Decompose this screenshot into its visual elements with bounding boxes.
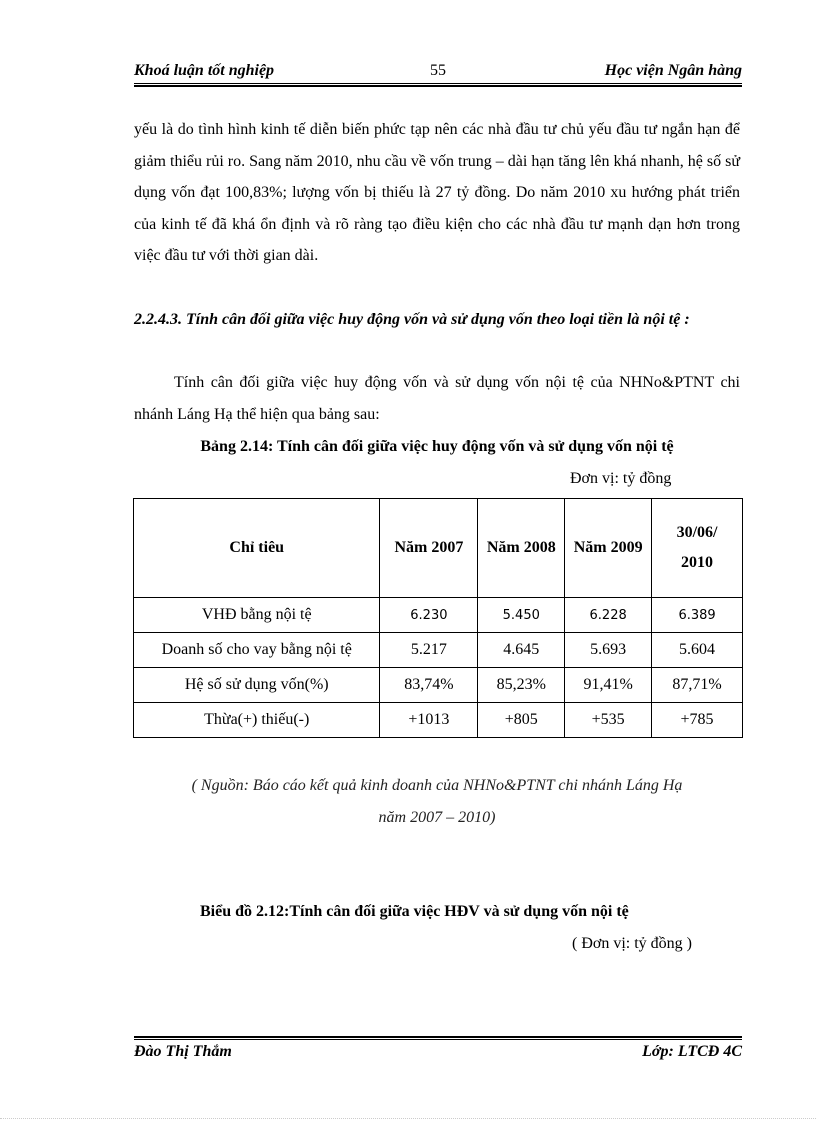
- table-cell: 85,23%: [478, 668, 565, 703]
- page-edge: [0, 1118, 816, 1119]
- table-cell: +535: [565, 703, 652, 738]
- table-cell: 5.450: [478, 598, 565, 633]
- header-institution: Học viện Ngân hàng: [604, 62, 742, 79]
- table-cell: 87,71%: [652, 668, 743, 703]
- chart-unit: ( Đơn vị: tỷ đồng ): [572, 935, 693, 952]
- source-line: năm 2007 – 2010): [378, 809, 496, 826]
- footer-class: Lớp: LTCĐ 4C: [642, 1043, 742, 1060]
- table-cell: 4.645: [478, 633, 565, 668]
- table-row: [134, 633, 743, 668]
- row-label: Hệ số sử dụng vốn(%): [134, 668, 380, 703]
- table-cell: 6.230: [380, 598, 478, 633]
- page-number: 55: [430, 62, 446, 79]
- section-heading: 2.2.4.3. Tính cân đối giữa việc huy động vốn và sử dụng vốn theo loại tiền là nội tệ :: [134, 311, 690, 328]
- source-line: ( Nguồn: Báo cáo kết quả kinh doanh của NHNo&PTNT chi nhánh Láng Hạ: [191, 777, 683, 794]
- row-label: Doanh số cho vay bằng nội tệ: [134, 633, 380, 668]
- table-cell: +785: [652, 703, 743, 738]
- table-row: [134, 668, 743, 703]
- table-cell: 6.228: [565, 598, 652, 633]
- table-cell: 83,74%: [380, 668, 478, 703]
- header-cell: Chỉ tiêu: [134, 499, 380, 598]
- header-cell-line: 2010: [681, 554, 714, 571]
- header-cell: [652, 499, 743, 598]
- data-table: [133, 498, 743, 738]
- header-thesis-title: Khoá luận tốt nghiệp: [134, 62, 275, 79]
- table-header-row: [134, 499, 743, 598]
- row-label: VHĐ bằng nội tệ: [134, 598, 380, 633]
- header-divider: [134, 83, 742, 87]
- table-cell: 6.389: [652, 598, 743, 633]
- row-label: Thừa(+) thiếu(-): [134, 703, 380, 738]
- header-cell: Năm 2009: [565, 499, 652, 598]
- chart-title: Biểu đồ 2.12:Tính cân đối giữa việc HĐV và sử dụng vốn nội tệ: [200, 903, 629, 920]
- header-cell-line: 30/06/: [676, 524, 718, 541]
- page-footer: [134, 1043, 742, 1065]
- table-row: [134, 598, 743, 633]
- table-cell: 5.693: [565, 633, 652, 668]
- body-paragraph-2: Tính cân đối giữa việc huy động vốn và sử dụng vốn nội tệ của NHNo&PTNT chi nhánh Láng Hạ thể hiện qua bảng sau:: [134, 374, 740, 423]
- table-cell: 5.217: [380, 633, 478, 668]
- table-cell: 91,41%: [565, 668, 652, 703]
- table-row: [134, 703, 743, 738]
- table-source: [134, 770, 740, 834]
- footer-divider: [134, 1036, 742, 1040]
- header-cell: Năm 2007: [380, 499, 478, 598]
- body-paragraph-1: yếu là do tình hình kinh tế diễn biến phức tạp nên các nhà đầu tư chủ yếu đầu tư ngắn hạn để giảm thiểu rủi ro. Sang năm 2010, nhu cầu về vốn trung – dài hạn tăng lên khá nhanh, hệ số sử dụng vốn đạt 100,83%; lượng vốn bị thiếu là 27 tỷ đồng. Do năm 2010 xu hướng phát triển của kinh tế đã khá ổn định và rõ ràng tạo điều kiện cho các nhà đầu tư mạnh dạn hơn trong việc đầu tư với thời gian dài.: [134, 121, 740, 264]
- page-header: [134, 58, 742, 84]
- table-unit: Đơn vị: tỷ đồng: [570, 470, 672, 487]
- table-cell: 5.604: [652, 633, 743, 668]
- header-cell: Năm 2008: [478, 499, 565, 598]
- footer-author: Đào Thị Thắm: [134, 1043, 232, 1060]
- table-cell: +1013: [380, 703, 478, 738]
- table-title: Bảng 2.14: Tính cân đối giữa việc huy động vốn và sử dụng vốn nội tệ: [200, 438, 674, 455]
- table-cell: +805: [478, 703, 565, 738]
